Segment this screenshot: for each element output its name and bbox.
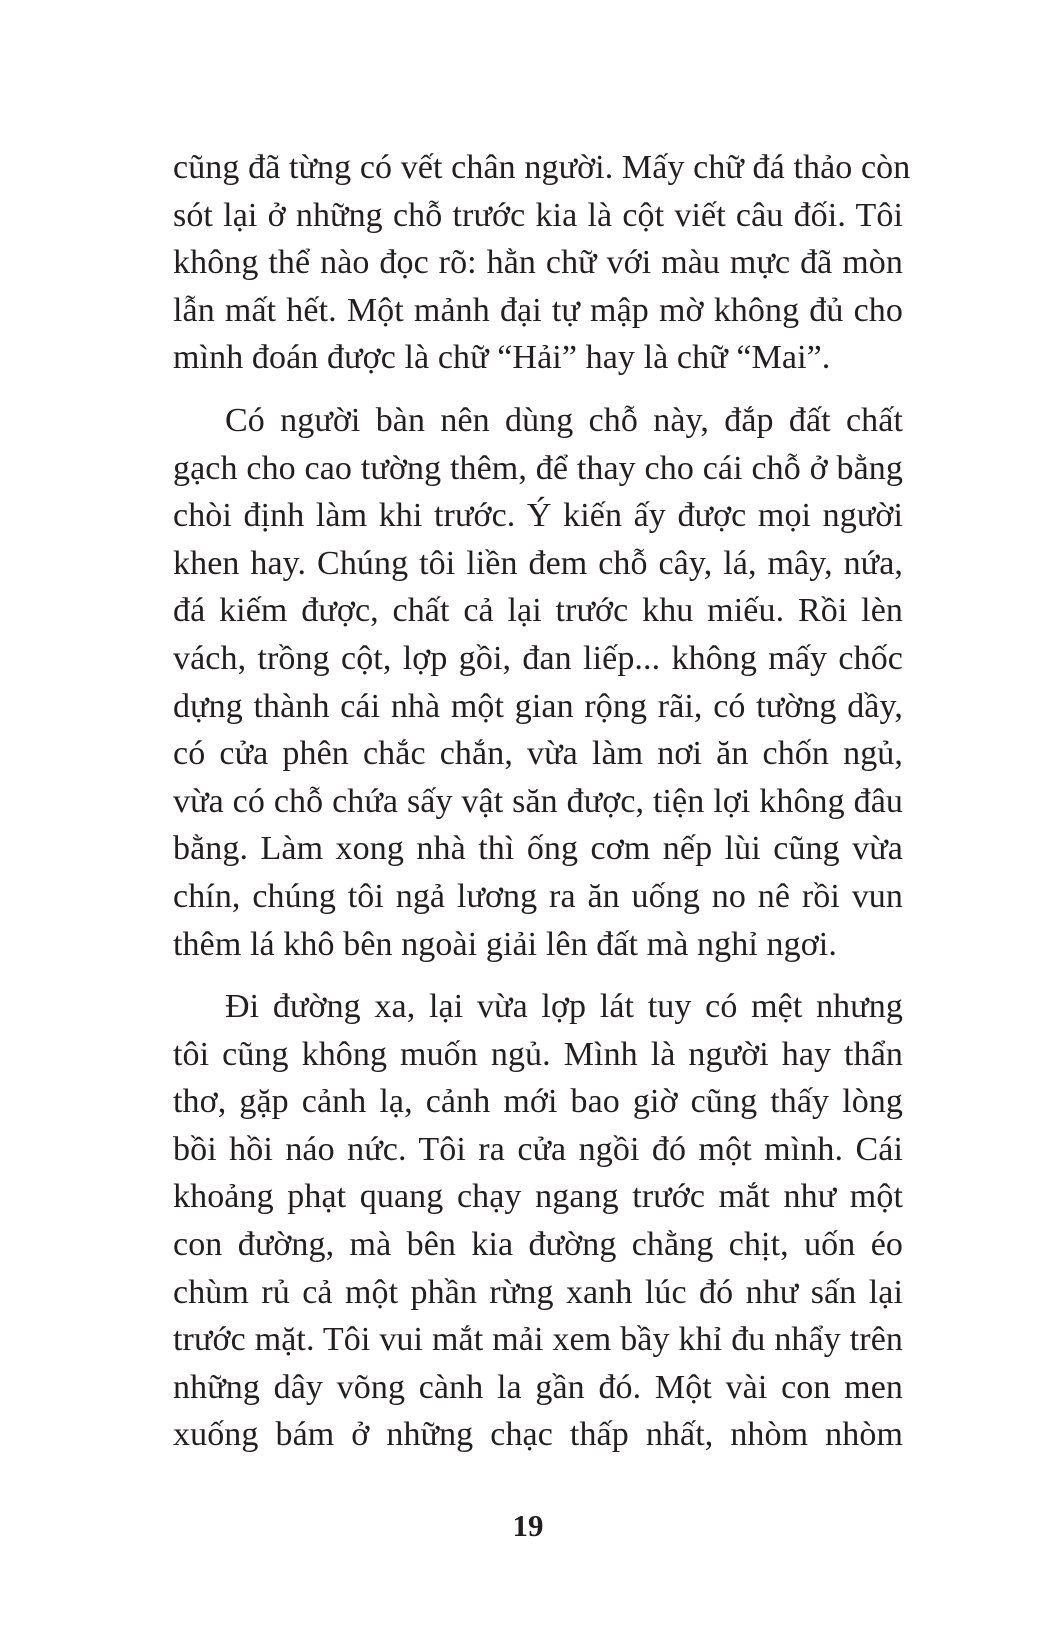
text-line: mình đoán được là chữ “Hải” hay là chữ “Mai”. xyxy=(173,339,831,377)
text-line: vừa có chỗ chứa sấy vật săn được, tiện lợi không đâu xyxy=(173,782,903,820)
text-line: bồi hồi náo nức. Tôi ra cửa ngồi đó một mình. Cái xyxy=(173,1130,903,1168)
text-line: gạch cho cao tường thêm, để thay cho cái chỗ ở bằng xyxy=(173,449,903,487)
text-line: vách, trồng cột, lợp gồi, đan liếp... không mấy chốc xyxy=(173,639,903,677)
text-line: thêm lá khô bên ngoài giải lên đất mà nghỉ ngơi. xyxy=(173,925,837,963)
text-line: xuống bám ở những chạc thấp nhất, nhòm nhòm xyxy=(173,1416,903,1454)
text-line: tôi cũng không muốn ngủ. Mình là người hay thẩn xyxy=(173,1035,903,1073)
text-line: không thể nào đọc rõ: hằn chữ với màu mực đã mòn xyxy=(173,244,903,282)
page-number: 19 xyxy=(512,1508,544,1543)
text-line: Có người bàn nên dùng chỗ này, đắp đất chất xyxy=(225,401,903,439)
text-line: chòi định làm khi trước. Ý kiến ấy được mọi người xyxy=(173,497,903,535)
text-line: có cửa phên chắc chắn, vừa làm nơi ăn chốn ngủ, xyxy=(173,735,903,773)
text-line: dựng thành cái nhà một gian rộng rãi, có tường dầy, xyxy=(173,687,903,725)
text-line: chín, chúng tôi ngả lương ra ăn uống no nê rồi vun xyxy=(173,877,903,915)
body-text xyxy=(173,144,911,1459)
text-line: những dây võng cành la gần đó. Một vài con men xyxy=(173,1368,903,1406)
paragraph-spacer xyxy=(173,382,903,397)
text-line: thơ, gặp cảnh lạ, cảnh mới bao giờ cũng thấy lòng xyxy=(173,1083,903,1121)
text-line: sót lại ở những chỗ trước kia là cột viết câu đối. Tôi xyxy=(173,196,903,234)
text-line: khoảng phạt quang chạy ngang trước mắt như một xyxy=(173,1178,903,1216)
paragraph-1 xyxy=(173,144,911,382)
text-line: khen hay. Chúng tôi liền đem chỗ cây, lá, mây, nứa, xyxy=(173,544,903,582)
paragraph-spacer xyxy=(173,968,903,983)
text-line: lẫn mất hết. Một mảnh đại tự mập mờ không đủ cho xyxy=(173,291,903,329)
paragraph-3 xyxy=(173,983,903,1459)
text-line: bằng. Làm xong nhà thì ống cơm nếp lùi cũng vừa xyxy=(173,830,903,868)
text-line: con đường, mà bên kia đường chằng chịt, uốn éo xyxy=(173,1226,903,1264)
text-line: cũng đã từng có vết chân người. Mấy chữ đá thảo còn xyxy=(173,149,911,186)
text-line: chùm rủ cả một phần rừng xanh lúc đó như sấn lại xyxy=(173,1273,903,1311)
text-line: trước mặt. Tôi vui mắt mải xem bầy khỉ đu nhẩy trên xyxy=(173,1321,903,1359)
text-line: Đi đường xa, lại vừa lợp lát tuy có mệt nhưng xyxy=(225,988,903,1026)
paragraph-2 xyxy=(173,397,903,968)
text-line: đá kiếm được, chất cả lại trước khu miếu. Rồi lèn xyxy=(173,592,903,630)
